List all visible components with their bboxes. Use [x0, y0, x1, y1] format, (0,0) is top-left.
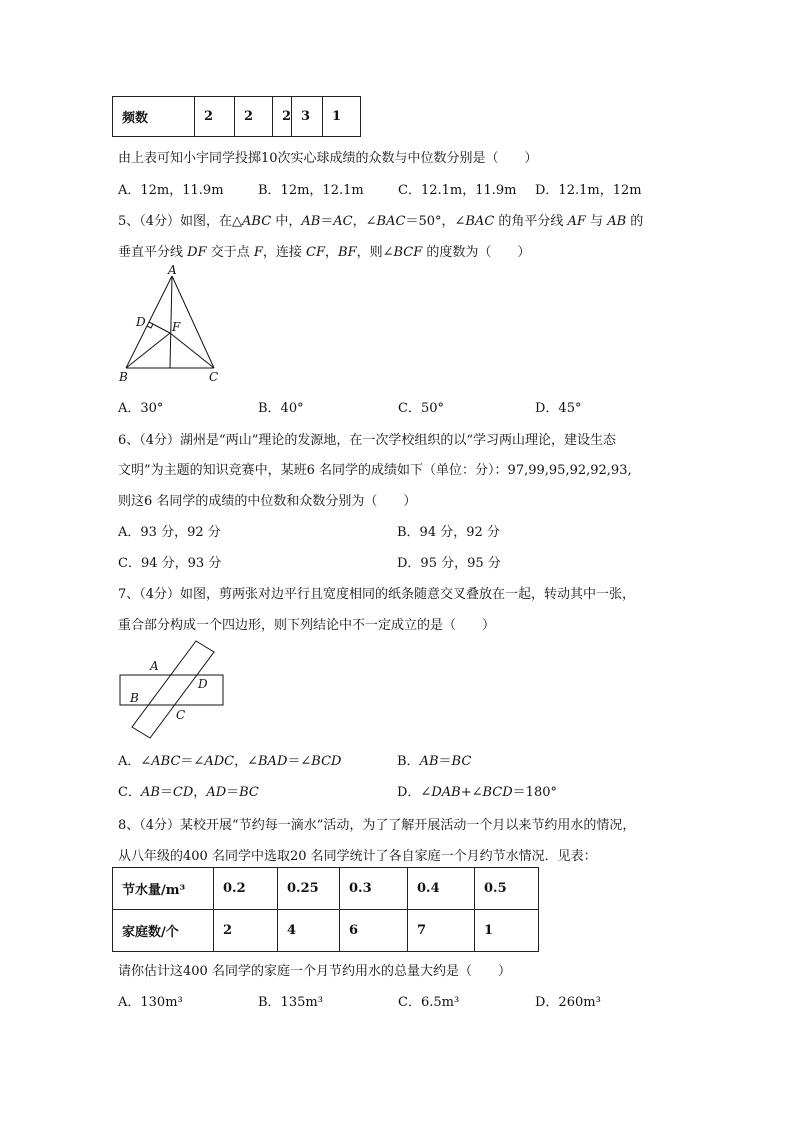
segment-bf: [126, 333, 170, 368]
q6-option-d: D．95 分，95 分: [397, 556, 501, 571]
q6-stem-line1: 6、（4分）湖州是“两山”理论的发源地，在一次学校组织的以“学习两山理论，建设生态: [118, 433, 616, 448]
q7-strips-figure: [118, 638, 228, 742]
q8-stem-line3: 请你估计这400 名同学的家庭一个月节约用水的总量大约是（ ）: [118, 964, 511, 979]
label-c: C: [176, 708, 186, 722]
table-cell: 0.5: [475, 868, 539, 910]
q8-option-a: A．130m³: [118, 995, 183, 1010]
q5-stem-line2: 垂直平分线 DF 交于点 F，连接 CF，BF，则∠BCF 的度数为（ ）: [118, 245, 531, 260]
q8-option-b: B．135m³: [258, 995, 323, 1010]
q8-stem-line1: 8、（4分）某校开展“节约每一滴水”活动，为了了解开展活动一个月以来节约用水的情况，: [118, 818, 636, 833]
q5-option-c: C．50°: [398, 401, 444, 416]
row-label: 家庭数/个: [113, 910, 214, 952]
table-cell: 6: [340, 910, 408, 952]
table-row: [113, 868, 539, 910]
q6-stem-line3: 则这6 名同学的成绩的中位数和众数分别为（ ）: [118, 494, 417, 509]
q5-option-b: B．40°: [258, 401, 304, 416]
q6-option-a: A．93 分，92 分: [118, 525, 221, 540]
q6-option-b: B．94 分，92 分: [397, 525, 500, 540]
q7-stem-line2: 重合部分构成一个四边形，则下列结论中不一定成立的是（ ）: [118, 618, 496, 633]
q4-stem: 由上表可知小宇同学投掷10次实心球成绩的众数与中位数分别是（ ）: [118, 151, 538, 166]
q5-option-a: A．30°: [118, 401, 164, 416]
q4-option-c: C．12.1m，11.9m: [398, 183, 517, 198]
table-cell: 7: [408, 910, 475, 952]
q8-stem-line2: 从八年级的400 名同学中选取20 名同学统计了各自家庭一个月约节水情况．见表：: [118, 849, 597, 864]
q4-option-b: B．12m，12.1m: [258, 183, 364, 198]
label-d: D: [136, 315, 146, 329]
label-f: F: [172, 320, 181, 334]
label-b: B: [119, 370, 128, 384]
q7-option-b: B．AB＝BC: [397, 754, 472, 769]
q4-option-a: A．12m，11.9m: [118, 183, 224, 198]
frequency-cell: 1: [323, 97, 361, 137]
label-a: A: [168, 263, 177, 277]
table-row: [113, 910, 539, 952]
frequency-table: [112, 96, 361, 137]
q5-option-d: D．45°: [535, 401, 582, 416]
q7-stem-line1: 7、（4分）如图，剪两张对边平行且宽度相同的纸条随意交叉叠放在一起，转动其中一张，: [118, 587, 636, 602]
q8-option-d: D．260m³: [535, 995, 601, 1010]
table-cell: 2: [214, 910, 278, 952]
q7-option-d: D．∠DAB+∠BCD＝180°: [397, 785, 557, 800]
table-cell: 4: [278, 910, 340, 952]
frequency-cell: 2: [195, 97, 235, 137]
q7-option-c: C．AB＝CD，AD＝BC: [118, 785, 259, 800]
frequency-cell: 2: [235, 97, 273, 137]
q6-stem-line2: 文明”为主题的知识竞赛中，某班6 名同学的成绩如下（单位：分）：97,99,95,92,92,93,: [118, 463, 632, 478]
frequency-cell: 3: [292, 97, 323, 137]
table-cell: 0.2: [214, 868, 278, 910]
label-d: D: [198, 677, 208, 691]
q8-option-c: C．6.5m³: [398, 995, 460, 1010]
q7-option-a: A．∠ABC＝∠ADC，∠BAD＝∠BCD: [118, 754, 342, 769]
label-b: B: [130, 691, 139, 705]
table-cell: 0.3: [340, 868, 408, 910]
frequency-cell: 2: [273, 97, 292, 137]
q4-option-d: D．12.1m，12m: [535, 183, 642, 198]
segment-cf: [170, 333, 214, 368]
q6-option-c: C．94 分，93 分: [118, 556, 222, 571]
table-cell: 1: [475, 910, 539, 952]
water-saving-table: [112, 867, 539, 952]
table-cell: 0.4: [408, 868, 475, 910]
row-label: 节水量/m³: [113, 868, 214, 910]
frequency-label: 频数: [113, 97, 195, 137]
label-c: C: [209, 370, 219, 384]
q5-stem-line1: 5、（4分）如图，在△ABC 中，AB＝AC，∠BAC＝50°，∠BAC 的角平分线 AF 与 AB 的: [118, 214, 644, 229]
label-a: A: [150, 659, 159, 673]
q5-triangle-figure: [110, 262, 230, 388]
perpendicular-df: [149, 322, 170, 333]
table-cell: 0.25: [278, 868, 340, 910]
